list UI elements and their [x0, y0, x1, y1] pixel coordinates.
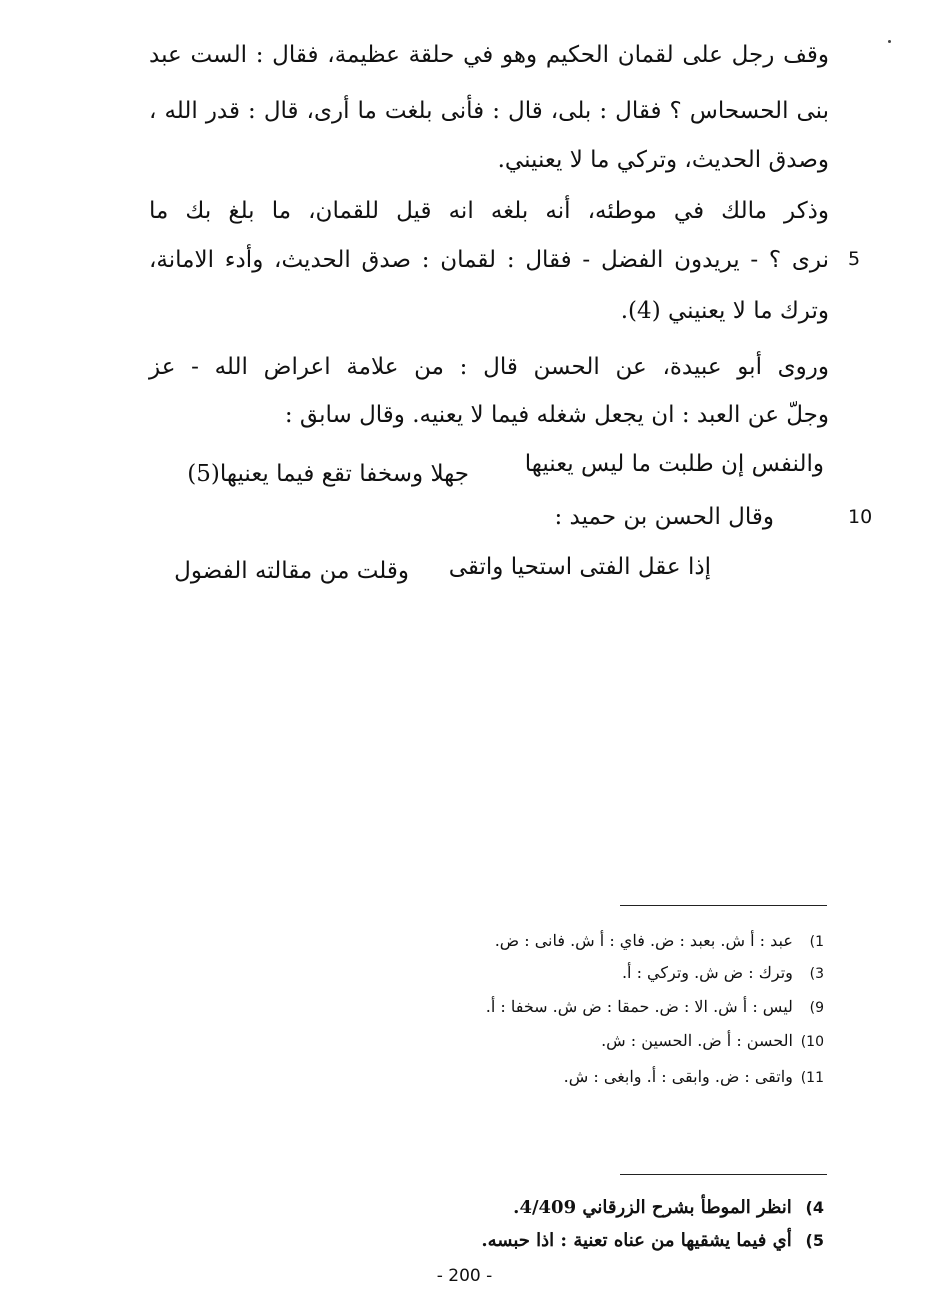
variant-note-text: عبد : أ ش. بعبد : ض. فاي : أ ش. فانى : ض. [494, 931, 793, 950]
footnote-text: أي فيما يشقيها من عناه تعنية : اذا حبسه. [481, 1230, 792, 1251]
variant-note-text: الحسن : أ ض. الحسين : ش. [601, 1031, 793, 1050]
notes-separator-rule [620, 1174, 827, 1175]
page-number: - 200 - [436, 1266, 493, 1286]
verse-2-second-hemistich: وقلت من مقالته الفضول [174, 558, 409, 584]
variant-note-text: ليس : أ ش. الا : ض. حمقا : ض ش. سخفا : أ. [485, 997, 793, 1016]
footnote-number: 5) [805, 1231, 824, 1250]
body-line-5: نرى ؟ - يريدون الفضل - فقال : لقمان : صدق الحديث، وأدء الامانة، [149, 247, 829, 273]
variant-note-number: 11) [800, 1070, 824, 1086]
verse-2-first-hemistich: إذا عقل الفتى استحيا واتقى [448, 554, 711, 580]
body-line-6: وترك ما لا يعنيني (4). [620, 298, 829, 324]
verse-1-second-hemistich: جهلا وسخفا تقع فيما يعنيها(5) [187, 461, 469, 487]
line-number-10: 10 [848, 506, 873, 528]
body-line-2: بنى الحسحاس ؟ فقال : بلى، قال : فأنى بلغت ما أرى، قال : قدر الله ، [149, 98, 829, 124]
line-number-5: 5 [848, 248, 861, 270]
footnote-text: انظر الموطأ بشرح الزرقاني 4/409. [513, 1197, 792, 1218]
variant-note-number: 10) [800, 1034, 824, 1050]
footnote-4 [513, 1196, 824, 1220]
variants-separator-rule [620, 905, 827, 906]
body-line-4: وذكر مالك في موطئه، أنه بلغه انه قيل للقمان، ما بلغ بك ما [149, 198, 829, 224]
footnote-5 [481, 1229, 824, 1253]
variant-note-10 [601, 1030, 824, 1053]
variant-note-text: واتقى : ض. وابقى : أ. وابغى : ش. [563, 1067, 793, 1086]
variant-note-1 [495, 930, 824, 953]
variant-note-9 [486, 996, 824, 1019]
variant-note-3 [622, 962, 824, 985]
variant-note-11 [564, 1066, 824, 1089]
footnote-number: 4) [805, 1198, 824, 1217]
body-line-10: وقال الحسن بن حميد : [554, 504, 774, 530]
body-line-8: وجلّ عن العبد : ان يجعل شغله فيما لا يعنيه. وقال سابق : [284, 402, 829, 428]
variant-note-text: وترك : ض ش. وتركي : أ. [621, 963, 793, 982]
body-line-7: وروى أبو عبيدة، عن الحسن قال : من علامة اعراض الله - عز [149, 354, 829, 380]
variant-note-number: 1) [809, 934, 824, 950]
body-line-1: وقف رجل على لقمان الحكيم وهو في حلقة عظيمة، فقال : الست عبد [149, 42, 829, 68]
scan-speck [888, 40, 891, 43]
verse-1-first-hemistich: والنفس إن طلبت ما ليس يعنيها [524, 451, 824, 477]
variant-note-number: 9) [809, 1000, 824, 1016]
body-line-3: وصدق الحديث، وتركي ما لا يعنيني. [497, 147, 829, 173]
variant-note-number: 3) [809, 966, 824, 982]
